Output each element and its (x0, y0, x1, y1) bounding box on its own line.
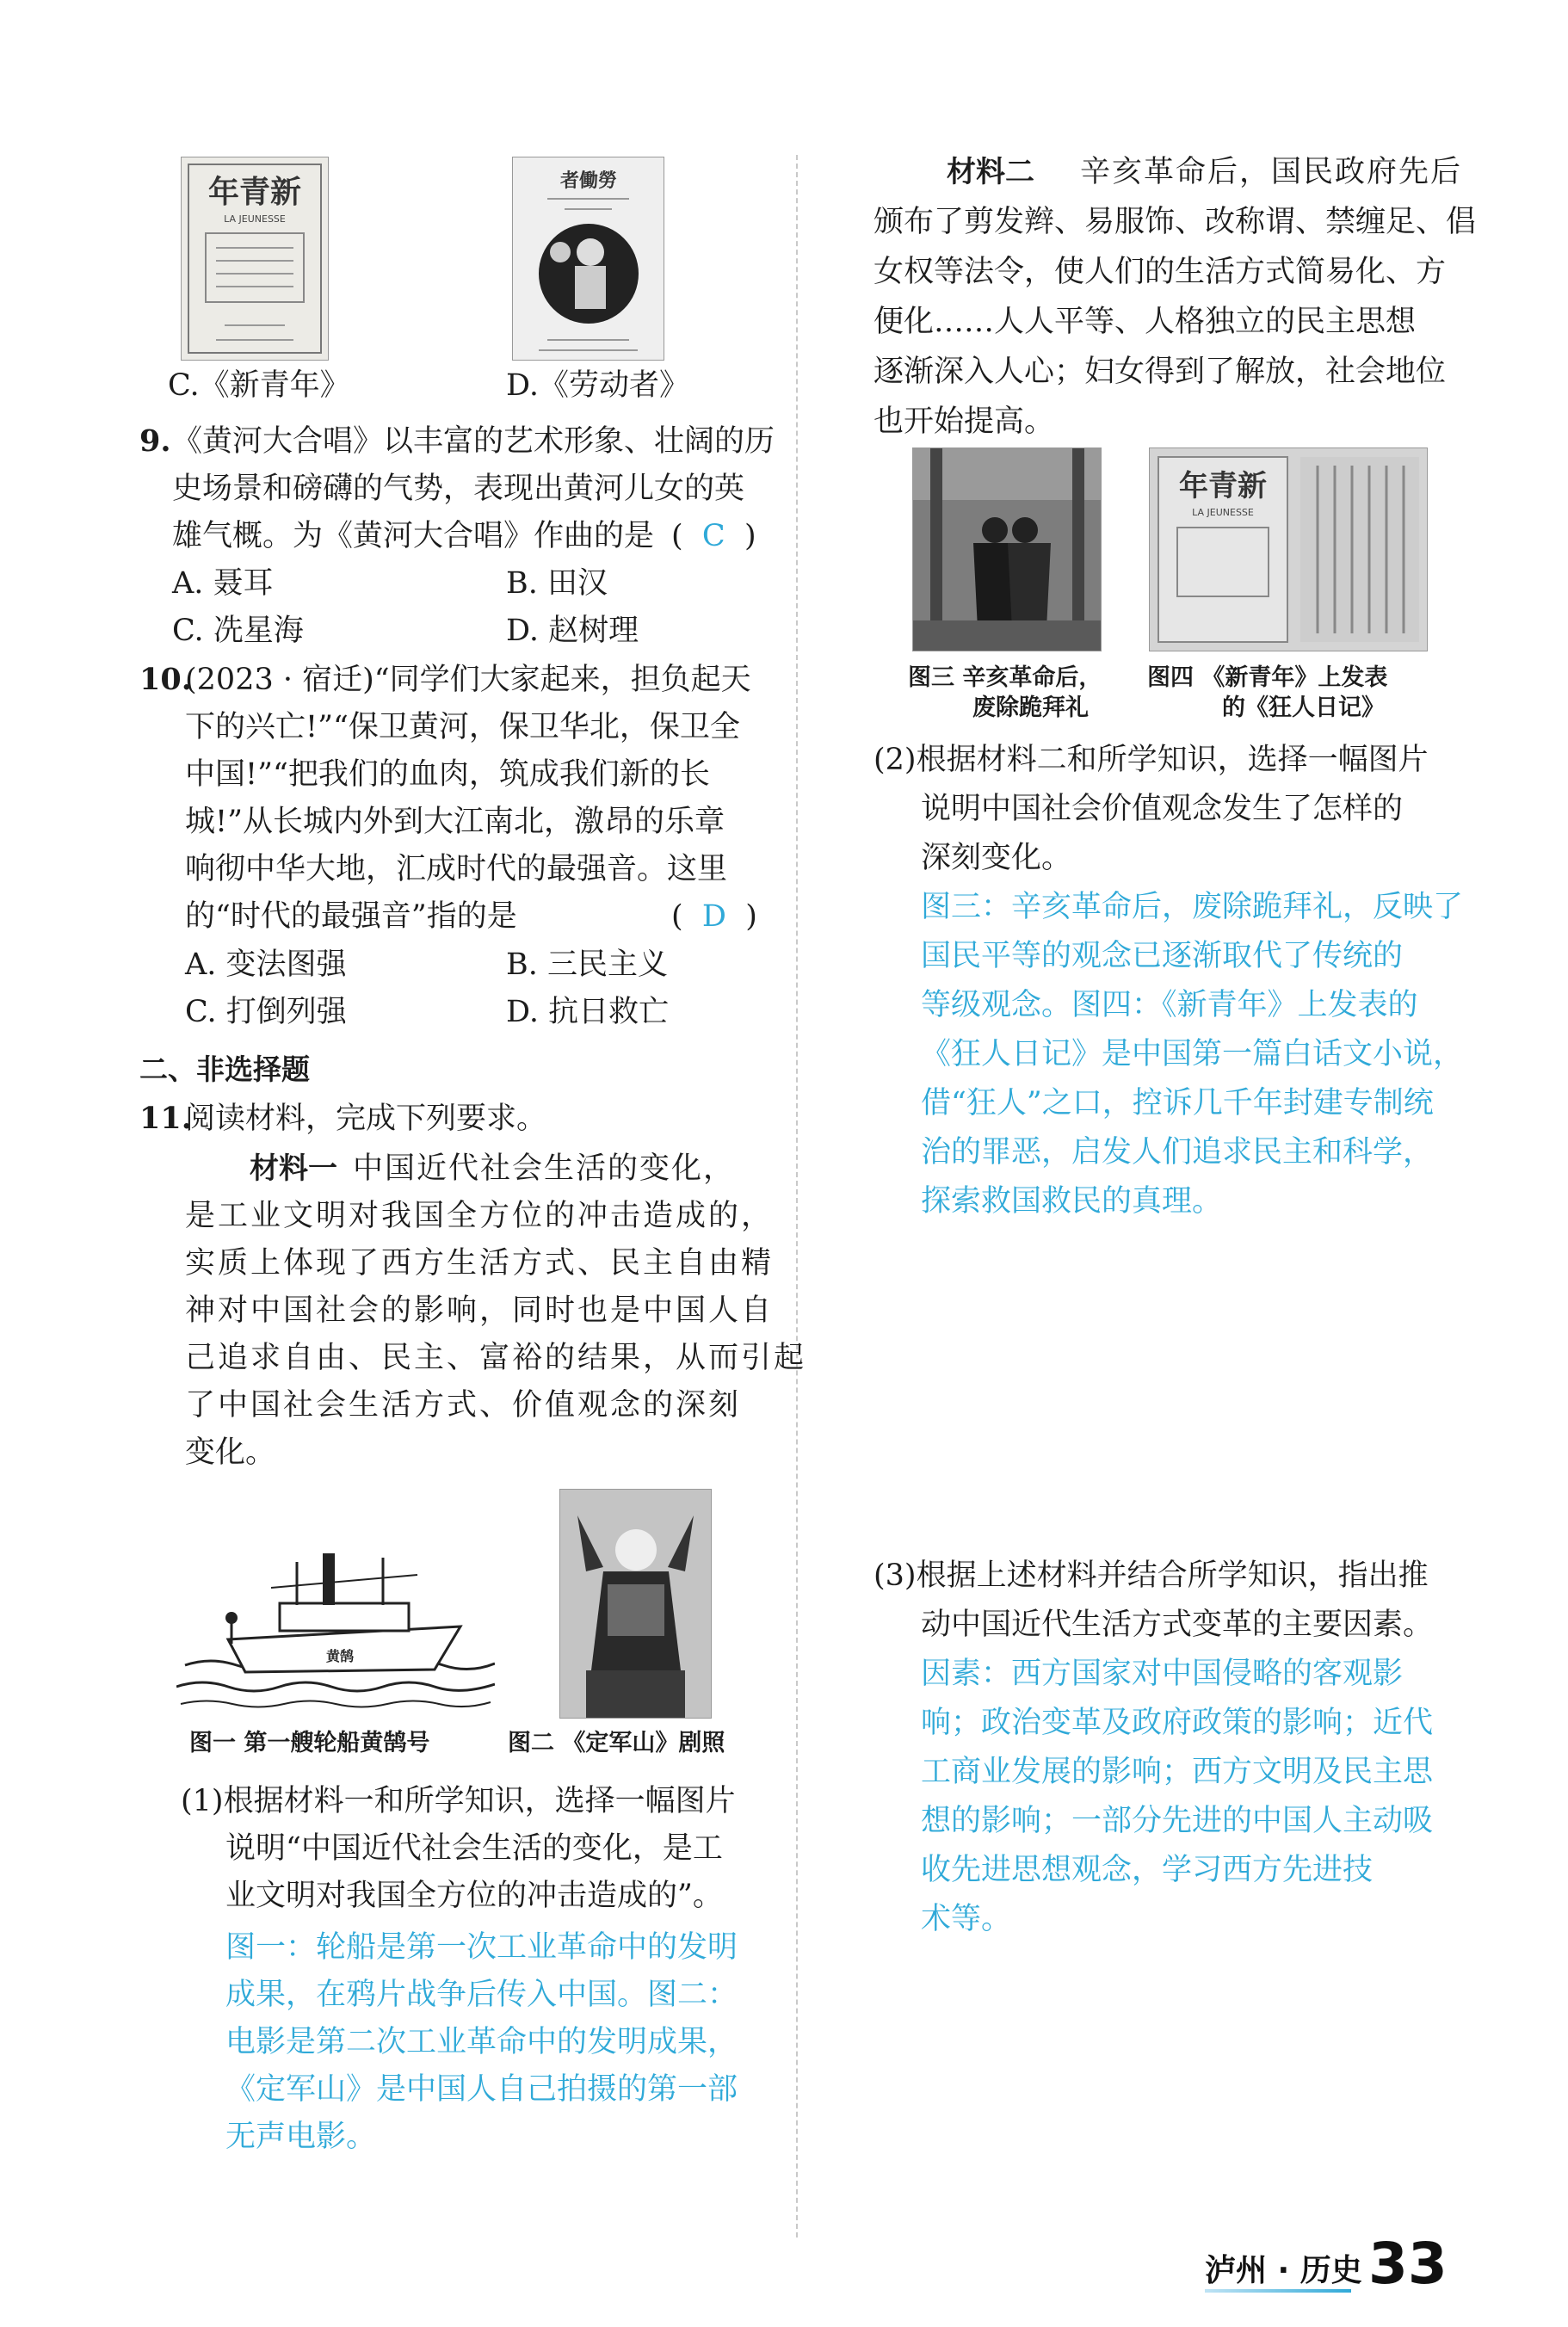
sub2-answer-line-6: 治的罪恶，启发人们追求民主和科学， (921, 1135, 1434, 1170)
q10-line-5: 响彻中华大地，汇成时代的最强音。这里 (185, 852, 728, 886)
cover-subtitle: LA JEUNESSE (1192, 507, 1254, 518)
q10-line-4: 城!”从长城内外到大江南北，激昂的乐章 (185, 805, 725, 839)
q9-option-d: D. 赵树理 (506, 614, 639, 648)
footer-underline (1205, 2289, 1351, 2293)
sub1-line-1: (1)根据材料一和所学知识，选择一幅图片 (181, 1784, 736, 1818)
cover-title: 年青新 (207, 174, 302, 210)
sub1-line-3: 业文明对我国全方位的冲击造成的”。 (225, 1879, 723, 1913)
column-divider (796, 155, 798, 2238)
bowing-photo-drawing (913, 448, 1101, 651)
sub3-answer-line-1: 因素：西方国家对中国侵略的客观影 (921, 1657, 1404, 1691)
ship-name-text: 黄鹄 (325, 1648, 355, 1664)
material1-label: 材料一 (250, 1151, 337, 1186)
sub3-answer-line-2: 响；政治变革及政府政策的影响；近代 (921, 1706, 1434, 1740)
q9-number: 9. (139, 423, 171, 459)
sub2-line-2: 说明中国社会价值观念发生了怎样的 (921, 792, 1404, 826)
q9-answer-bracket: ( C ) (671, 519, 756, 553)
cover-subtitle: LA JEUNESSE (224, 213, 286, 225)
fig4-new-youth-cover (1149, 448, 1428, 651)
new-youth-diary-drawing (1150, 448, 1427, 651)
material1-line-5: 己追求自由、民主、富裕的结果，从而引起 (185, 1341, 807, 1375)
q10-line-1: (2023 · 宿迁)“同学们大家起来，担负起天 (185, 663, 751, 697)
fig4-caption-line-1: 图四 《新青年》上发表 (1147, 664, 1388, 691)
q11-number: 11. (139, 1101, 192, 1136)
q9-option-b: B. 田汉 (506, 566, 608, 601)
sub2-answer-line-5: 借“狂人”之口，控诉几千年封建专制统 (921, 1086, 1434, 1120)
material2-line-5: 逐渐深入人心；妇女得到了解放，社会地位 (874, 355, 1447, 389)
new-youth-cover-drawing (182, 157, 328, 360)
q10-line-2: 下的兴亡!”“保卫黄河，保卫华北，保卫全 (185, 710, 740, 744)
fig2-caption: 图二 《定军山》剧照 (508, 1730, 725, 1756)
sub1-answer-line-5: 无声电影。 (225, 2120, 377, 2154)
sub2-answer-line-3: 等级观念。图四：《新青年》上发表的 (921, 988, 1418, 1022)
q9-line-3: 雄气概。为《黄河大合唱》作曲的是 (172, 519, 655, 553)
q8-option-d: D.《劳动者》 (506, 368, 689, 403)
sub2-answer-line-7: 探索救国救民的真理。 (921, 1184, 1223, 1219)
sub3-answer-line-3: 工商业发展的影响；西方文明及民主思 (921, 1755, 1434, 1789)
material2-label: 材料二 (947, 155, 1034, 189)
material1-line-3: 实质上体现了西方生活方式、民主自由精 (185, 1246, 775, 1281)
fig3-caption-line-2: 废除跪拜礼 (972, 694, 1089, 721)
sub2-answer-line-4: 《狂人日记》是中国第一篇白话文小说， (921, 1037, 1464, 1071)
fig1-caption: 图一 第一艘轮船黄鹄号 (189, 1730, 430, 1756)
page-number: 33 (1368, 2231, 1448, 2297)
page-footer (1205, 2231, 1480, 2306)
sub1-answer-line-3: 电影是第二次工业革命中的发明成果， (225, 2025, 738, 2059)
q9-line-1: 《黄河大合唱》以丰富的艺术形象、壮阔的历 (172, 424, 775, 459)
section-heading: 二、非选择题 (139, 1052, 310, 1086)
q10-option-c: C. 打倒列强 (185, 995, 347, 1029)
sub1-line-2: 说明“中国近代社会生活的变化，是工 (225, 1831, 723, 1866)
q9-line-2: 史场景和磅礴的气势，表现出黄河儿女的英 (172, 472, 745, 506)
material2-line-1: 辛亥革命后，国民政府先后 (1080, 155, 1463, 189)
footer-subject-label: 泸州 · 历史 (1205, 2253, 1362, 2288)
sub3-line-1: (3)根据上述材料并结合所学知识，指出推 (874, 1559, 1429, 1593)
steamship-drawing (176, 1536, 495, 1717)
sub2-line-1: (2)根据材料二和所学知识，选择一幅图片 (874, 743, 1429, 777)
fig3-bowing-abolished-photo (912, 448, 1102, 651)
q10-answer: D (701, 899, 726, 934)
cover-title: 者働勞 (559, 170, 618, 192)
sub1-answer-line-1: 图一：轮船是第一次工业革命中的发明 (225, 1930, 738, 1965)
q9-option-a: A. 聂耳 (172, 566, 274, 601)
fig3-caption-line-1: 图三 辛亥革命后， (908, 664, 1102, 691)
material1-line-7: 变化。 (185, 1435, 276, 1470)
material1-line-1: 中国近代社会生活的变化， (353, 1151, 736, 1186)
q8-option-c: C.《新青年》 (168, 368, 350, 403)
laborer-cover-drawing (513, 157, 664, 360)
q10-option-d: D. 抗日救亡 (506, 995, 670, 1029)
q10-option-a: A. 变法图强 (185, 947, 347, 982)
q9-option-c: C. 冼星海 (172, 614, 304, 648)
sub2-line-3: 深刻变化。 (921, 841, 1072, 875)
fig2-dingjunshan-photo (559, 1489, 712, 1719)
q10-answer-bracket: ( D ) (671, 899, 757, 934)
material1-line-4: 神对中国社会的影响，同时也是中国人自 (185, 1293, 775, 1328)
sub3-answer-line-4: 想的影响；一部分先进的中国人主动吸 (921, 1804, 1434, 1838)
new-youth-cover-image (181, 157, 329, 361)
q9-answer: C (701, 519, 725, 553)
material2-line-6: 也开始提高。 (874, 404, 1055, 439)
sub3-answer-line-5: 收先进思想观念，学习西方先进技 (921, 1853, 1374, 1887)
q10-line-6: 的“时代的最强音”指的是 (185, 899, 517, 934)
sub2-answer-line-1: 图三：辛亥革命后，废除跪拜礼，反映了 (921, 890, 1464, 924)
material1-line-2: 是工业文明对我国全方位的冲击造成的， (185, 1199, 775, 1233)
sub2-answer-line-2: 国民平等的观念已逐渐取代了传统的 (921, 939, 1404, 973)
q10-option-b: B. 三民主义 (506, 947, 668, 982)
q10-number: 10. (139, 662, 192, 697)
material1-line-6: 了中国社会生活方式、价值观念的深刻 (185, 1388, 742, 1423)
sub1-answer-line-2: 成果，在鸦片战争后传入中国。图二： (225, 1978, 738, 2012)
fig1-steamship-image (176, 1536, 495, 1717)
opera-photo-drawing (560, 1490, 711, 1718)
sub3-line-2: 动中国近代生活方式变革的主要因素。 (921, 1608, 1434, 1642)
fig4-caption-line-2: 的《狂人日记》 (1222, 694, 1385, 721)
material2-line-4: 便化……人人平等、人格独立的民主思想 (874, 305, 1417, 339)
cover-title: 年青新 (1179, 469, 1267, 503)
sub3-answer-line-6: 术等。 (921, 1902, 1012, 1936)
laborer-cover-image (512, 157, 664, 361)
sub1-answer-line-4: 《定军山》是中国人自己拍摄的第一部 (225, 2072, 738, 2107)
q10-line-3: 中国!”“把我们的血肉，筑成我们新的长 (185, 757, 710, 792)
material2-line-2: 颁布了剪发辫、易服饰、改称谓、禁缠足、倡 (874, 205, 1477, 239)
q11-intro: 阅读材料，完成下列要求。 (185, 1102, 547, 1136)
material2-line-3: 女权等法令，使人们的生活方式简易化、方 (874, 255, 1447, 289)
